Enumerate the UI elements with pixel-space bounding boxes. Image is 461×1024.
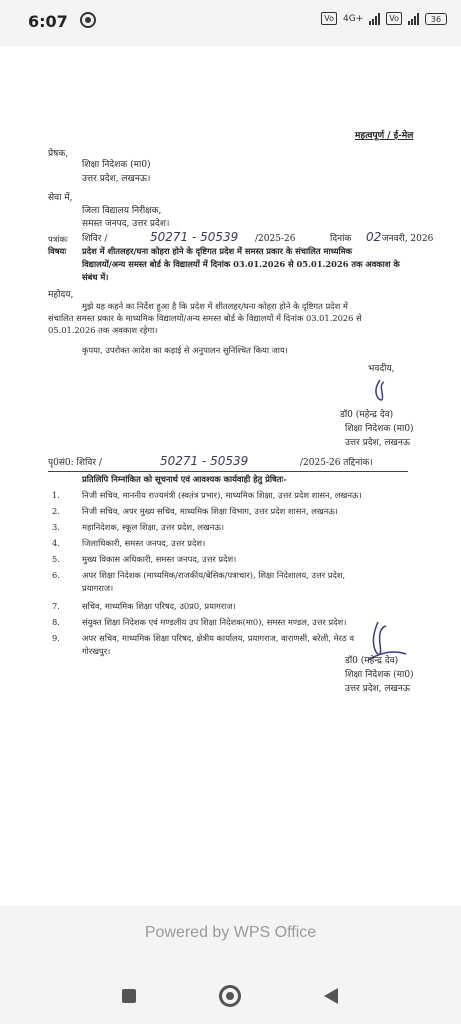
status-time: 6:07: [28, 12, 68, 31]
copy-item-5-num: 5.: [52, 554, 60, 564]
to-line1: जिला विद्यालय निरीक्षक,: [82, 206, 162, 216]
signature-1: [370, 378, 390, 404]
signatory2-place: उत्तर प्रदेश, लखनऊ: [345, 684, 410, 694]
document-page: [0, 46, 461, 906]
copy-item-4-num: 4.: [52, 538, 60, 548]
to-line2: समस्त जनपद, उत्तर प्रदेश।: [82, 219, 170, 229]
copy-intro: प्रतिलिपि निम्नांकित को सूचनार्थ एवं आवश्यक कार्यवाही हेतु प्रेषितः-: [82, 474, 287, 484]
date-day: 02: [366, 230, 382, 244]
powered-by-label: Powered by WPS Office: [144, 924, 317, 941]
divider: [48, 471, 408, 472]
status-bar: [0, 0, 461, 44]
copy-ref-label: पृ0सं0: शिविर /: [48, 458, 102, 468]
navigation-bar: [0, 968, 461, 1024]
ref-number: 50271 - 50539: [150, 230, 239, 244]
signatory-title: शिक्षा निदेशक (मा0): [345, 424, 414, 434]
status-indicators: [321, 12, 447, 25]
copy-item-6: अपर शिक्षा निदेशक (माध्यमिक/राजकीय/बेसिक/पत्राचार), शिक्षा निदेशालय, उत्तर प्रदेश,: [82, 570, 346, 580]
back-triangle-icon: [324, 988, 338, 1004]
subject-line2: विद्यालयों/अन्य समस्त बोर्ड के विद्यालयों में दिनांक 03.01.2026 से 05.01.2026 तक अवकाश के: [82, 259, 400, 269]
battery-icon: 36: [425, 13, 447, 25]
ref-year: /2025-26: [255, 234, 296, 244]
ref-label: पत्रांकः: [48, 234, 68, 244]
subject-line1: प्रदेश में शीतलहर/घना कोहरा होने के दृष्टिगत प्रदेश में समस्त प्रकार के संचालित माध्यमिक: [82, 246, 353, 256]
from-label: प्रेषक,: [48, 149, 69, 159]
date-label: दिनांक: [330, 234, 352, 244]
subject-line3: संबंध में।: [82, 272, 109, 282]
closing: भवदीय,: [368, 364, 395, 374]
home-button[interactable]: [200, 968, 260, 1024]
from-line1: शिक्षा निदेशक (मा0): [82, 160, 151, 170]
back-button[interactable]: [302, 968, 362, 1024]
copy-item-9-num: 9.: [52, 633, 60, 643]
copy-item-2: निजी सचिव, अपर मुख्य सचिव, माध्यमिक शिक्षा विभाग, उत्तर प्रदेश शासन, लखनऊ।: [82, 506, 338, 516]
body-line3: 05.01.2026 तक अवकाश रहेगा।: [48, 325, 158, 335]
ref-camp: शिविर /: [82, 234, 108, 244]
signal-icon-2: [408, 13, 419, 25]
copy-item-4: जिलाधिकारी, समस्त जनपद, उत्तर प्रदेश।: [82, 538, 206, 548]
signatory2-title: शिक्षा निदेशक (मा0): [345, 670, 414, 680]
subject-label: विषयः: [48, 246, 67, 256]
network-type: 4G+: [343, 13, 364, 24]
copy-item-6-num: 6.: [52, 570, 60, 580]
header-priority: महत्वपूर्ण / ई-मेल: [355, 131, 414, 141]
copy-ref-number: 50271 - 50539: [160, 454, 249, 468]
copy-item-3-num: 3.: [52, 522, 60, 532]
square-icon: [122, 989, 136, 1003]
document-viewer[interactable]: [0, 46, 461, 906]
body-line1: मुझे यह कहने का निर्देश हुआ है कि प्रदेश में शीतलहर/घना कोहरा होने के दृष्टिगत प्रदेश में: [82, 301, 348, 311]
copy-item-2-num: 2.: [52, 506, 60, 516]
copy-item-7-num: 7.: [52, 601, 60, 611]
copy-item-8-num: 8.: [52, 617, 60, 627]
copy-item-5: मुख्य विकास अधिकारी, समस्त जनपद, उत्तर प्रदेश।: [82, 554, 237, 564]
signatory2-name: डॉ0 (महेन्द्र देव): [345, 656, 399, 666]
copy-item-3: महानिदेशक, स्कूल शिक्षा, उत्तर प्रदेश, लखनऊ।: [82, 522, 225, 532]
copy-item-9-cont: गोरखपुर।: [82, 646, 111, 656]
recent-apps-button[interactable]: [100, 968, 160, 1024]
body-line4: कृपया, उपरोक्त आदेश का कड़ाई से अनुपालन सुनिश्चित किया जाय।: [82, 345, 288, 355]
copy-item-6-cont: प्रयागराज।: [82, 583, 114, 593]
copy-item-8: संयुक्त शिक्षा निदेशक एवं मण्डलीय उप शिक्षा निदेशक(मा0), समस्त मण्डल, उत्तर प्रदेश।: [82, 617, 347, 627]
signal-icon: [369, 13, 380, 25]
salutation: महोदय,: [48, 290, 74, 300]
whatsapp-icon: [80, 12, 96, 28]
to-label: सेवा में,: [48, 193, 73, 203]
volte-icon: Vo: [321, 12, 337, 25]
copy-item-1: निजी सचिव, माननीय राज्यमंत्री (स्वतंत्र प्रभार), माध्यमिक शिक्षा, उत्तर प्रदेश शासन, लखनऊ।: [82, 490, 362, 500]
from-line2: उत्तर प्रदेश, लखनऊ।: [82, 174, 151, 184]
date-rest: जनवरी, 2026: [382, 234, 434, 244]
body-line2: संचालित समस्त प्रकार के माध्यमिक विद्यालयों/अन्य समस्त बोर्ड के विद्यालयों में दिनांक 03.01.2026 से: [48, 313, 362, 323]
signatory-place: उत्तर प्रदेश, लखनऊ: [345, 438, 410, 448]
signatory-name: डॉ0 (महेन्द्र देव): [340, 410, 394, 420]
copy-item-7: सचिव, माध्यमिक शिक्षा परिषद, उ0प्र0, प्रयागराज।: [82, 601, 236, 611]
copy-ref-year: /2025-26 तद्दिनांक।: [300, 458, 373, 468]
copy-item-1-num: 1.: [52, 490, 60, 500]
home-circle-icon: [219, 985, 241, 1007]
volte-icon-2: Vo: [386, 12, 402, 25]
copy-item-9: अपर सचिव, माध्यमिक शिक्षा परिषद, क्षेत्रीय कार्यालय, प्रयागराज, वाराणसी, बरेली, मेरठ व: [82, 633, 355, 643]
